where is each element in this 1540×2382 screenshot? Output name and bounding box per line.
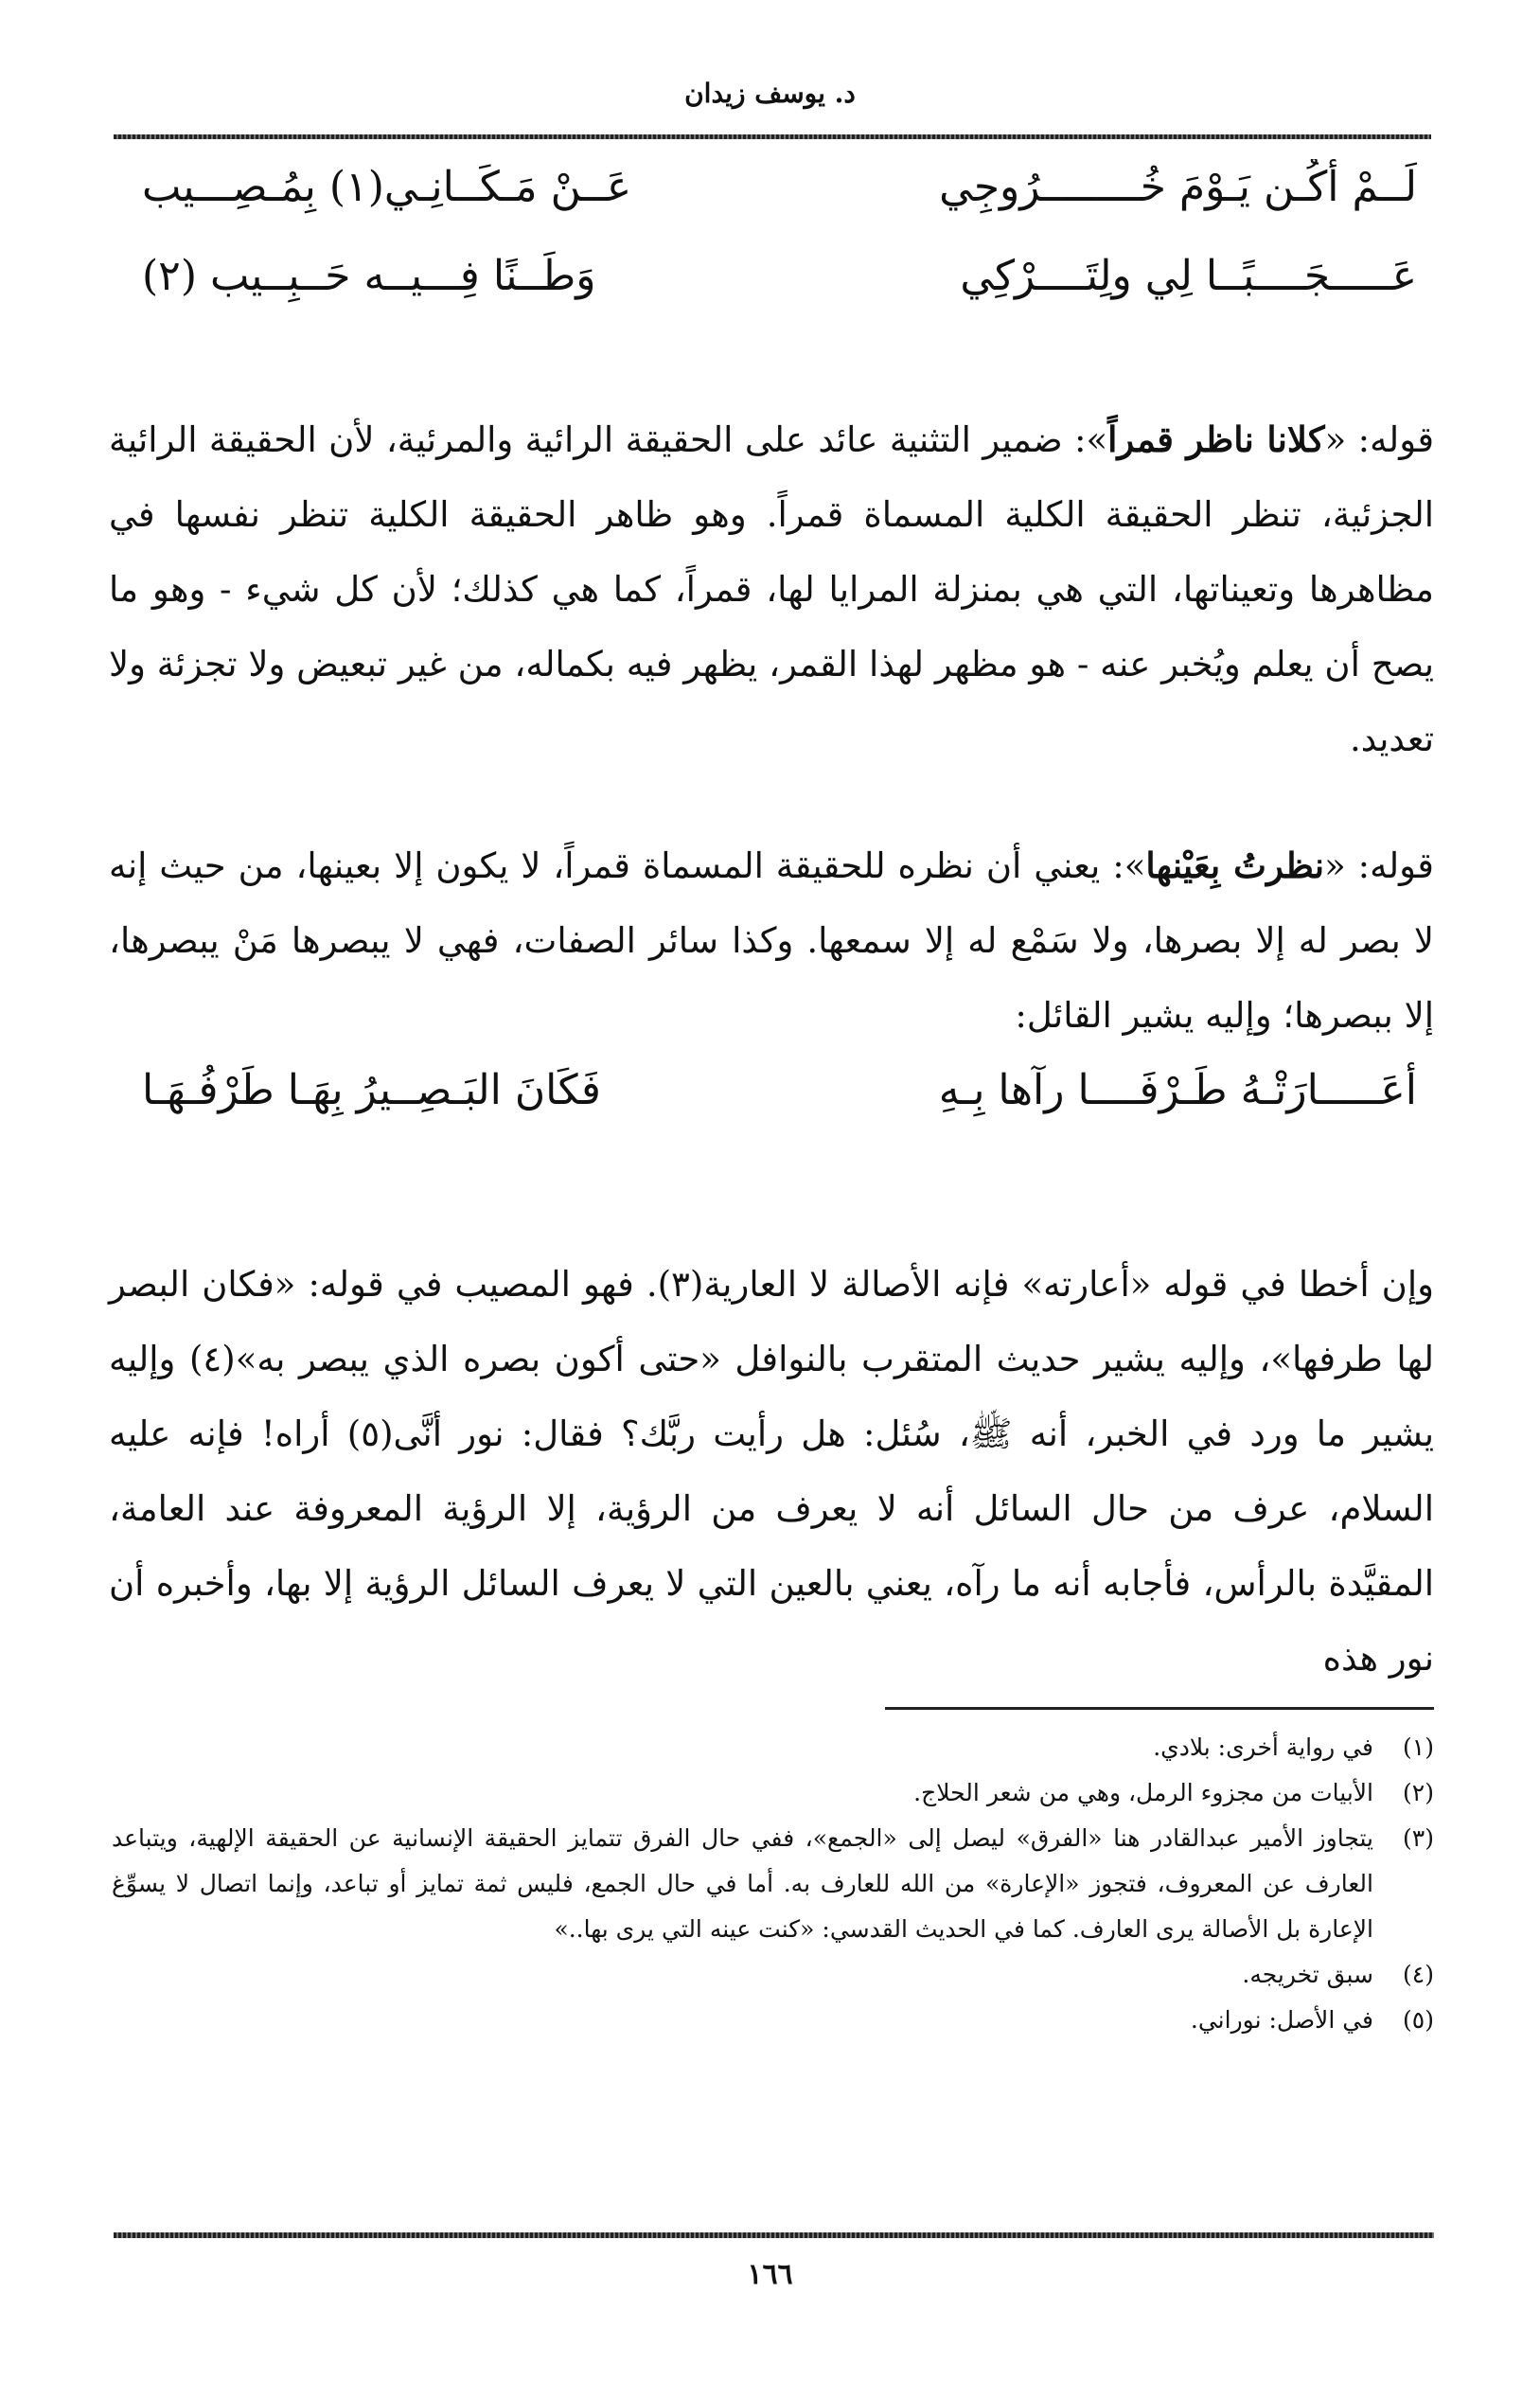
commentary-paragraph-3: وإن أخطا في قوله «أعارته» فإنه الأصالة لا العارية(٣). فهو المصيب في قوله: «فكان البصر لها طرفها»، وإليه يشير حديث المتقرب بالنوافل «حتى أكون بصره الذي يبصر به»(٤) وإليه يشير ما ورد في الخبر، أنه ﷺ، سُئل: هل رأيت ربَّك؟ فقال: نور أنَّى(٥) أراه! فإنه عليه السلام، عرف من حال السائل أنه لا يعرف من الرؤية، إلا الرؤية المعروفة عند العامة، المقيَّدة بالرأس، فأجابه أنه ما رآه، يعني بالعين التي لا يعرف السائل الرؤية إلا بها، وأخبره أن نور هذه [109,1264,1435,1679]
footnote-3-text: يتجاوز الأمير عبدالقادر هنا «الفرق» ليصل إلى «الجمع»، ففي حال الفرق تتمايز الحقيقة الإنسانية عن الحقيقة الإلهية، ويتباعد العارف عن المعروف، فتجوز «الإعارة» من الله للعارف به. أما في حال الجمع، فليس ثمة تمايز أو تباعد، وإنما اتصال لا يسوِّغ الإعارة بل الأصالة يرى العارف. كما في الحديث القدسي: «كنت عينه التي يرى بها..» [112,1824,1373,1943]
verse-line-3 [142,1062,1417,1129]
footnote-2 [112,1770,1434,1816]
verse-1-first-hemistich: لَــمْ أكُـن يَـوْمَ خُــــــــرُوجِي [939,163,1417,211]
footnote-5-text: في الأصل: نوراني. [1190,2006,1373,2034]
page-number: ١٦٦ [747,2258,793,2291]
verse-3-first-hemistich: أعَـــــارَتْـهُ طَـرْفَــــا رآها بِـهِ [938,1066,1417,1114]
footnote-3 [112,1816,1434,1952]
footnote-1 [112,1725,1434,1770]
verse-line-2 [142,248,1417,314]
verse-2-second-hemistich: وَطَــنًا فِـــيــه حَــبِــيب (٢) [142,252,596,300]
footnote-5 [112,1998,1434,2043]
running-header-author: د. يوسف زيدان [684,78,856,109]
footnote-5-number: (٥) [1403,2006,1434,2034]
footnote-4-text: سبق تخريجه. [1242,1961,1373,1988]
para2-body: »: يعني أن نظره للحقيقة المسماة قمراً، لا يكون إلا بعينها، من حيث إنه لا بصر له إلا بصرها، ولا سَمْع له إلا سمعها. وكذا سائر الصفات، فهي لا يبصرها مَنْ يبصرها، إلا ببصرها؛ وإليه يشير القائل: [109,845,1434,1036]
footnote-2-number: (٢) [1403,1779,1434,1806]
footnote-1-number: (١) [1403,1733,1434,1761]
footnote-1-text: في رواية أخرى: بلادي. [1153,1733,1373,1761]
para1-prefix: قوله: « [1324,419,1435,460]
verse-3-second-hemistich: فَكَانَ البَـصِــيرُ بِهَـا طَرْفُـهَـا [142,1066,601,1114]
para1-quoted-phrase: كلانا ناظر قمراً [1107,418,1325,460]
header-rule [114,134,1431,139]
verse-2-first-hemistich: عَـــــجَــــبًــا لِي ولِتَــــرْكِي [960,252,1417,300]
verse-line-1 [142,159,1417,225]
footer-rule [114,2232,1434,2238]
footnote-4 [112,1952,1434,1998]
commentary-paragraph-2 [109,828,1434,1053]
para1-body: »: ضمير التثنية عائد على الحقيقة الرائية والمرئية، لأن الحقيقة الرائية الجزئية، تنظر الحقيقة الكلية المسماة قمراً. وهو ظاهر الحقيقة الكلية تنظر نفسها في مظاهرها وتعيناتها، التي هي بمنزلة المرايا لها، قمراً، كما هي كذلك؛ لأن كل شيء - وهو ما يصح أن يعلم ويُخبر عنه - هو مظهر لهذا القمر، يظهر فيه بكماله، من غير تبعيض ولا تجزئة ولا تعديد. [109,419,1434,759]
footnote-4-number: (٤) [1403,1961,1434,1988]
footnotes [112,1725,1434,2043]
verse-1-second-hemistich: عَــنْ مَـكَــانِـي(١) بِمُـصِـــيب [142,163,632,211]
footnote-2-text: الأبيات من مجزوء الرمل، وهي من شعر الحلاج. [913,1779,1373,1806]
footnote-separator [885,1707,1434,1710]
footnote-3-number: (٣) [1403,1824,1434,1852]
para2-prefix: قوله: « [1324,845,1434,886]
para2-quoted-phrase: نظرتُ بِعَيْنها [1145,844,1325,886]
commentary-paragraph-1 [109,402,1434,776]
